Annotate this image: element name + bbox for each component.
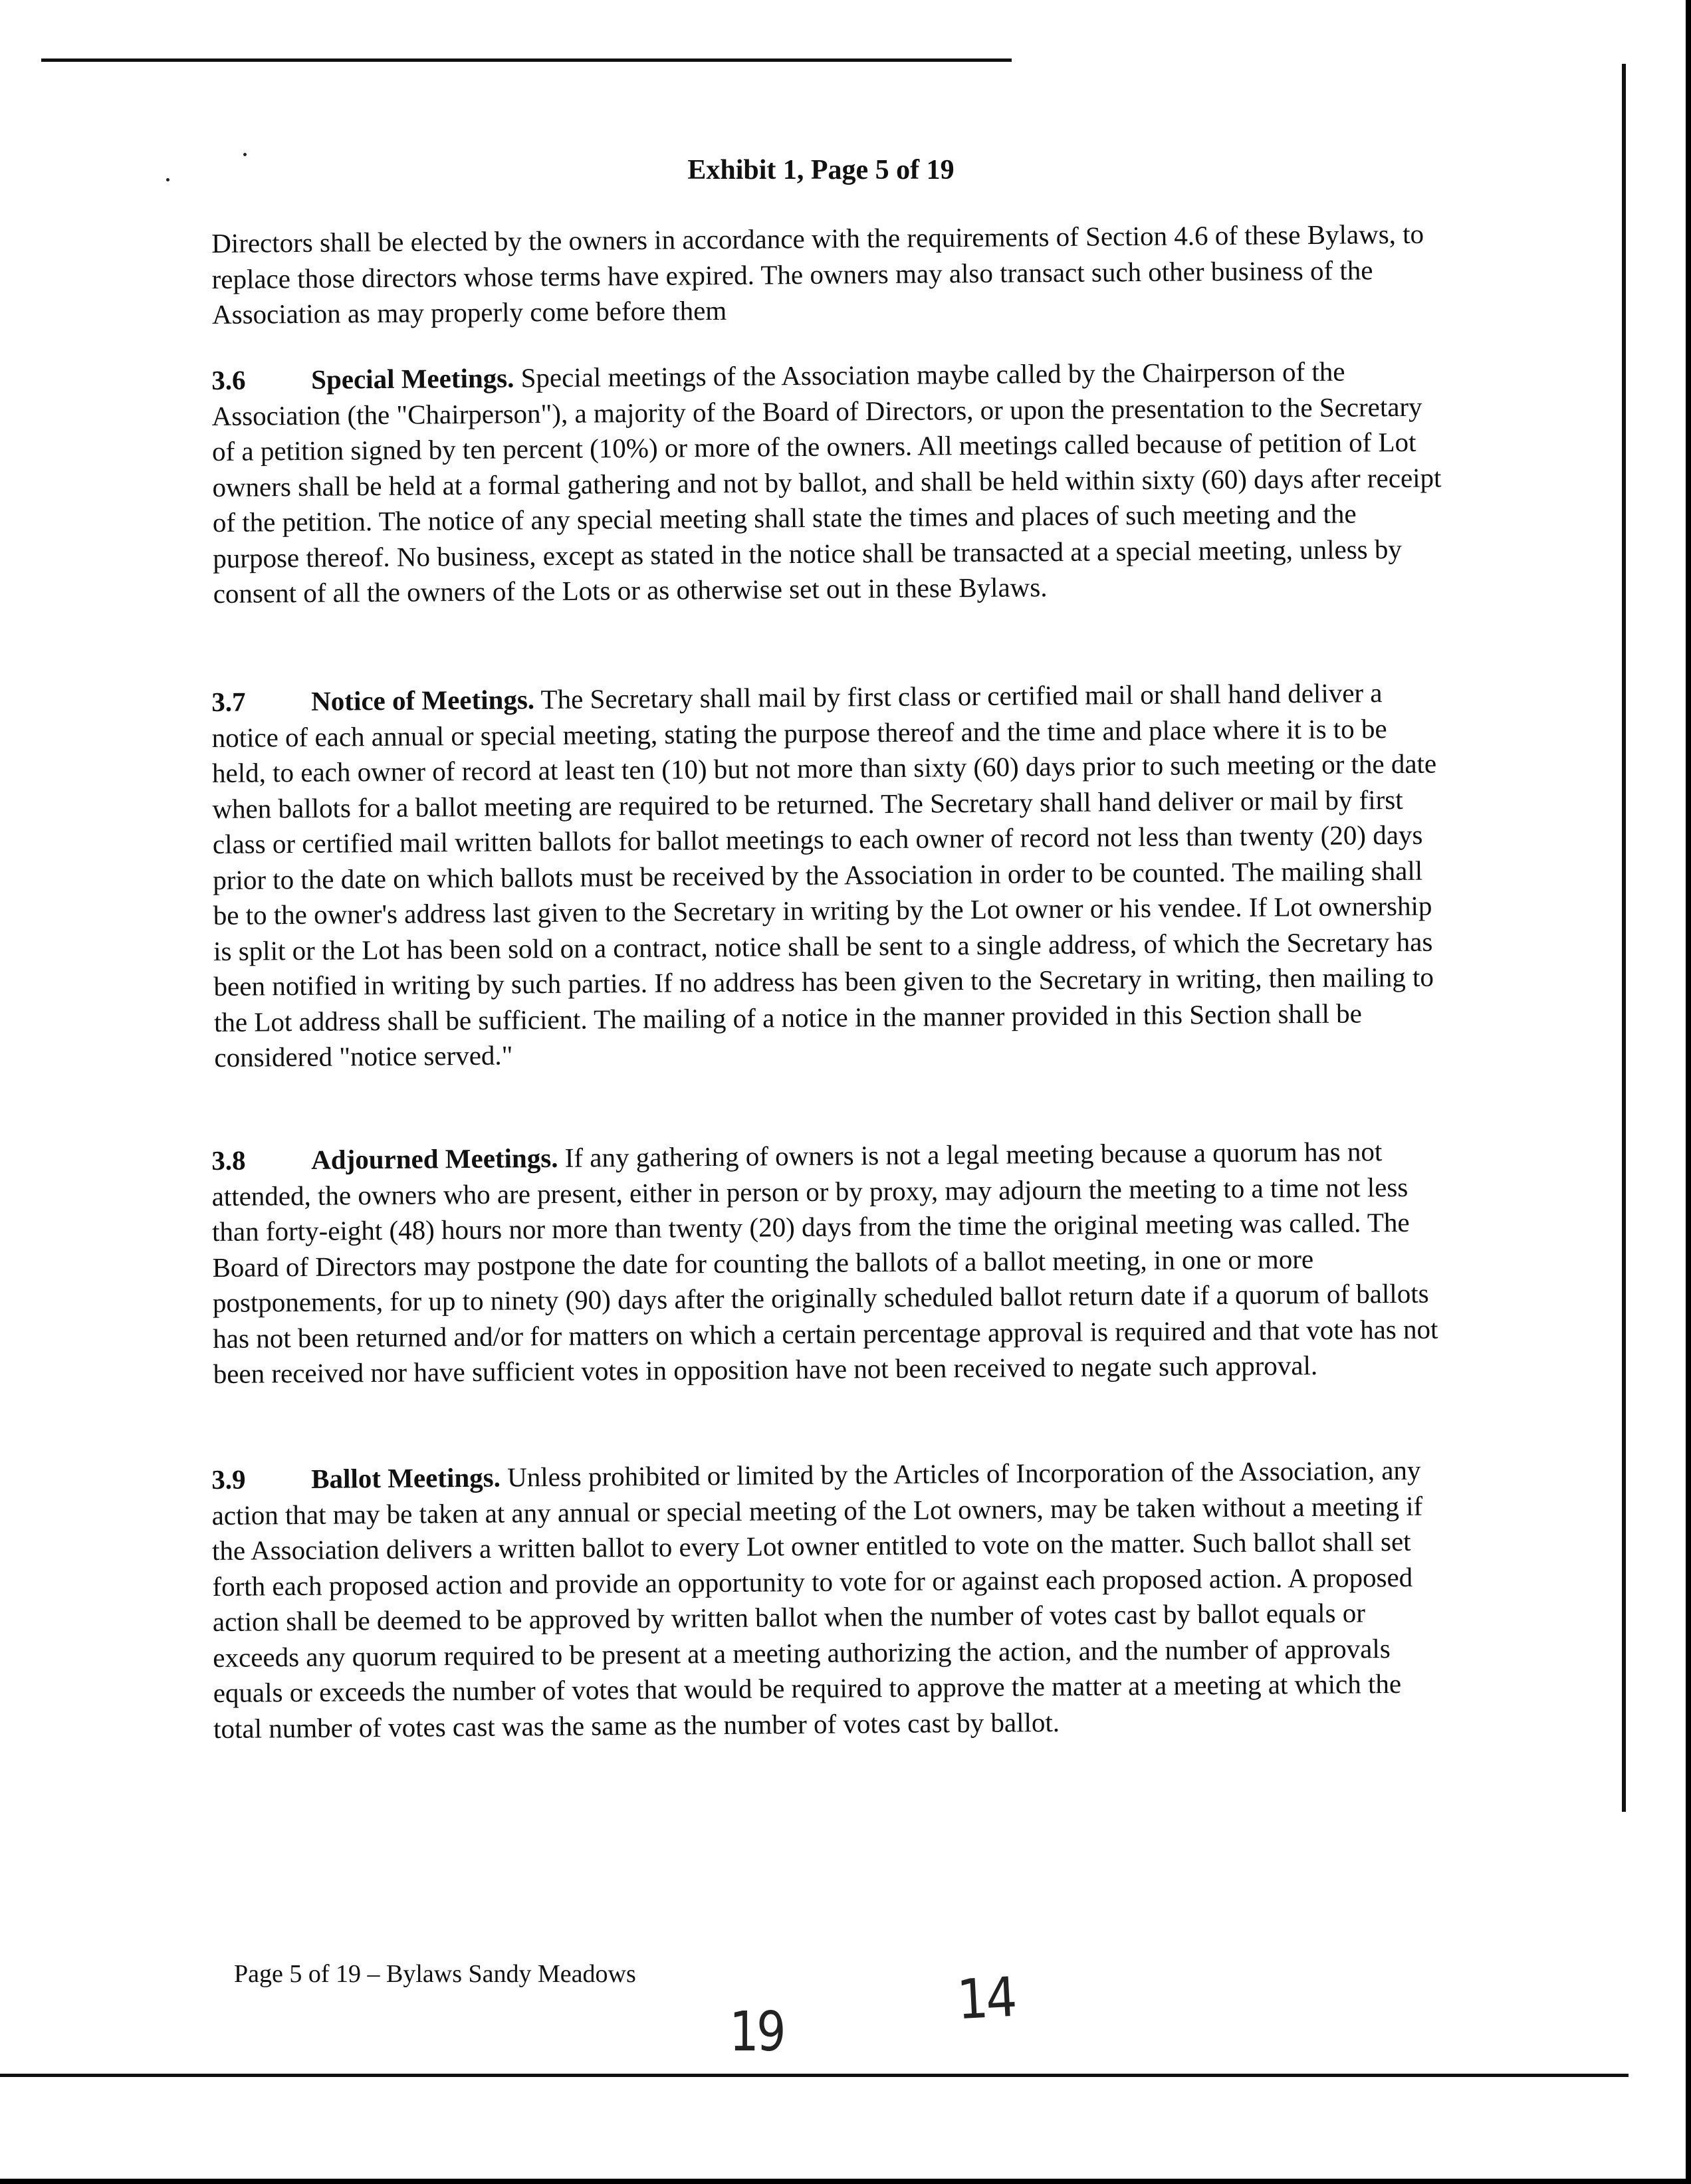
section-body: Unless prohibited or limited by the Articles of Incorporation of the Association, any action that may be taken at any annual or special meeting of the Lot owners, may be taken without a meeting if the Association delivers a written ballot to every Lot owner entitled to vote on the matter. Such ballot shall set forth each proposed action and provide an opportunity to vote for or against each proposed action. A proposed action shall be deemed to be approved by written ballot when the number of votes cast by ballot equals or exceeds any quorum required to be present at a meeting authorizing the action, and the number of approvals equals or exceeds the number of votes that would be required to approve the matter at a meeting at which the total number of votes cast was the same as the number of votes cast by ballot. bbox=[211, 1454, 1423, 1744]
section-heading: Adjourned Meetings bbox=[311, 1142, 552, 1175]
page-header: Exhibit 1, Page 5 of 19 bbox=[687, 155, 955, 185]
section-number: 3.7 bbox=[211, 686, 246, 717]
section-body: Special meetings of the Association maybe called by the Chairperson of the Association (the "Chairperson"), a majority of the Board of Directors, or upon the presentation to the Secretary of a petition signed by ten percent (10%) or more of the owners. All meetings called because of petition of Lot owners shall be held at a formal gathering and not by ballot, and shall be held within sixty (60) days after receipt of the petition. The notice of any special meeting shall state the times and places of such meeting and the purpose thereof. No business, except as stated in the notice shall be transacted at a special meeting, unless by consent of all the owners of the Lots or as otherwise set out in these Bylaws. bbox=[211, 356, 1442, 609]
heading-period: . bbox=[527, 684, 535, 715]
section-heading: Ballot Meetings bbox=[311, 1462, 494, 1494]
scan-edge-bottom bbox=[0, 2179, 1691, 2184]
intro-paragraph: Directors shall be elected by the owners in accordance with the requirements of Section 4.6 of these Bylaws, to replace those directors whose terms have expired. The owners may also transact such other business of the Association as may properly come before them bbox=[211, 218, 1424, 330]
heading-period: . bbox=[551, 1142, 558, 1173]
handwritten-note: 14 bbox=[955, 1965, 1016, 2032]
section-body: If any gathering of owners is not a legal meeting because a quorum has not attended, the owners who are present, either in person or by proxy, may adjourn the meeting to a time not less than forty-eight (48) hours nor more than twenty (20) days from the time the original meeting was called. The Board of Directors may postpone the date for counting the ballots of a ballot meeting, in one or more postponements, for up to ninety (90) days after the originally scheduled ballot return date if a quorum of ballots has not been returned and/or for matters on which a certain percentage approval is required and that vote has not been received nor have sufficient votes in opposition have not been received to negate such approval. bbox=[211, 1136, 1438, 1389]
section-body: The Secretary shall mail by first class or certified mail or shall hand deliver a notice of each annual or special meeting, stating the purpose thereof and the time and place where it is to be held, to each owner of record at least ten (10) but not more than sixty (60) days prior to such meeting or the date when ballots for a ballot meeting are required to be returned. The Secretary shall hand deliver or mail by first class or certified mail written ballots for ballot meetings to each owner of record not less than twenty (20) days prior to the date on which ballots must be received by the Association in order to be counted. The mailing shall be to the owner's address last given to the Secretary in writing by the Lot owner or his vendee. If Lot ownership is split or the Lot has been sold on a contract, notice shall be sent to a single address, of which the Secretary has been notified in writing by such parties. If no address has been given to the Secretary in writing, then mailing to the Lot address shall be sufficient. The mailing of a notice in the manner provided in this Section shall be considered "notice served." bbox=[211, 677, 1437, 1073]
section-number: 3.9 bbox=[211, 1464, 246, 1495]
section-3-6 bbox=[211, 353, 1443, 611]
section-heading: Notice of Meetings bbox=[311, 684, 528, 716]
section-3-8 bbox=[211, 1133, 1443, 1392]
section-number: 3.6 bbox=[211, 364, 246, 395]
right-margin-rule bbox=[1622, 64, 1626, 1812]
scan-edge-right bbox=[1686, 0, 1691, 2184]
section-heading: Special Meetings bbox=[311, 362, 508, 395]
bottom-rule bbox=[0, 2074, 1629, 2077]
top-rule bbox=[41, 58, 1012, 62]
heading-period: . bbox=[507, 362, 514, 393]
section-3-9 bbox=[211, 1452, 1443, 1747]
section-number: 3.8 bbox=[211, 1145, 246, 1176]
section-3-7 bbox=[211, 675, 1444, 1075]
heading-period: . bbox=[493, 1462, 501, 1493]
page-footer: Page 5 of 19 – Bylaws Sandy Meadows bbox=[234, 1960, 636, 1988]
handwritten-page-number: 19 bbox=[729, 2001, 784, 2064]
